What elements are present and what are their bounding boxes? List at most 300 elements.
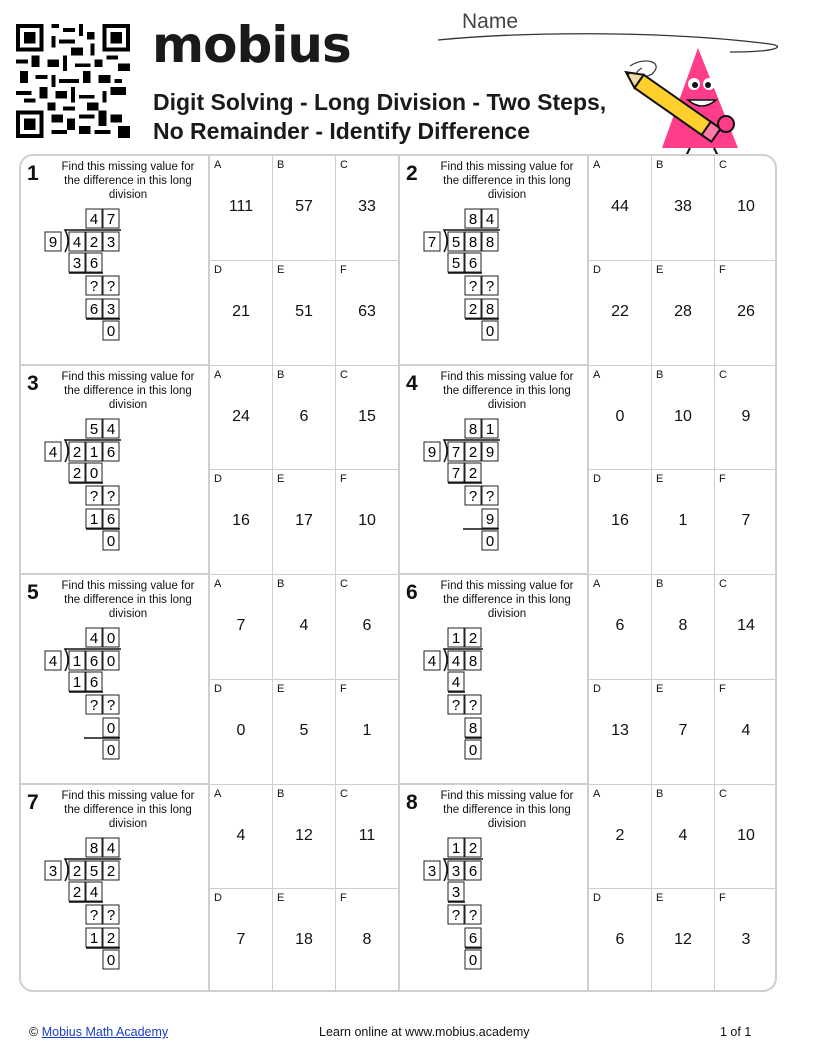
dividend-digit	[86, 232, 102, 251]
answer-option[interactable]	[273, 785, 336, 890]
quotient-digit	[103, 209, 119, 228]
pencil-triangle-mascot	[610, 40, 750, 156]
answer-option[interactable]	[336, 680, 399, 785]
svg-text:6: 6	[106, 510, 116, 528]
svg-text:5: 5	[89, 420, 99, 438]
answer-option[interactable]	[652, 680, 715, 785]
problem-number: 8	[406, 790, 418, 814]
missing-difference-digit	[482, 486, 498, 505]
svg-text:3: 3	[427, 862, 437, 880]
missing-difference-digit	[86, 695, 102, 714]
svg-text:2: 2	[106, 862, 116, 880]
option-letter: C	[719, 159, 727, 171]
option-value: 8	[362, 931, 372, 949]
answer-option[interactable]	[273, 680, 336, 785]
subtrahend-digit	[465, 253, 481, 272]
answer-option[interactable]	[652, 156, 715, 261]
remainder-digit	[103, 321, 119, 340]
answer-option[interactable]	[210, 575, 273, 680]
option-value: 3	[741, 931, 751, 949]
option-value: 10	[674, 407, 692, 425]
answer-option[interactable]	[589, 785, 652, 890]
dividend-digit	[103, 232, 119, 251]
answer-option[interactable]	[273, 470, 336, 575]
option-letter: E	[277, 682, 285, 695]
problem-number: 2	[406, 162, 418, 185]
answer-option[interactable]	[652, 889, 715, 992]
answer-option[interactable]	[589, 575, 652, 680]
svg-text:4: 4	[485, 211, 495, 228]
second-subtrahend-digit	[103, 299, 119, 318]
svg-text:4: 4	[451, 653, 461, 670]
subtrahend-digit	[69, 882, 85, 901]
option-letter: E	[656, 473, 664, 486]
answer-option[interactable]	[589, 889, 652, 992]
svg-text:2: 2	[468, 464, 478, 482]
missing-difference-digit	[482, 276, 498, 295]
option-letter: B	[656, 159, 664, 171]
svg-text:?: ?	[451, 697, 461, 714]
svg-text:4: 4	[106, 839, 116, 857]
answer-option[interactable]	[210, 261, 273, 366]
svg-text:?: ?	[485, 487, 495, 505]
svg-text:0: 0	[485, 323, 495, 340]
option-value: 6	[615, 617, 625, 634]
svg-text:1: 1	[451, 630, 461, 647]
svg-text:9: 9	[427, 443, 437, 461]
answer-option[interactable]	[652, 785, 715, 890]
answer-option[interactable]	[336, 575, 399, 680]
dividend-digit	[448, 232, 464, 251]
option-letter: F	[719, 473, 726, 486]
quotient-digit	[86, 209, 102, 228]
problem-cell	[400, 156, 589, 366]
svg-text:?: ?	[106, 278, 116, 295]
answer-option[interactable]	[273, 366, 336, 471]
svg-text:9: 9	[48, 234, 58, 251]
svg-text:0: 0	[106, 532, 116, 550]
option-value: 63	[358, 302, 376, 320]
svg-text:8: 8	[485, 234, 495, 251]
svg-text:1: 1	[72, 653, 82, 670]
problem-instruction: Find this missing value for the difference in this long division	[440, 580, 574, 620]
answer-option[interactable]	[273, 156, 336, 261]
footer-copyright	[29, 1025, 168, 1039]
svg-text:2: 2	[72, 443, 82, 461]
option-value: 15	[358, 407, 376, 425]
divisor-digit	[424, 232, 440, 251]
quotient-digit	[465, 419, 481, 438]
quotient-digit	[465, 628, 481, 647]
missing-difference-digit	[465, 276, 481, 295]
option-value: 4	[299, 617, 309, 634]
svg-text:0: 0	[106, 720, 116, 737]
option-value: 44	[611, 198, 629, 215]
answer-option[interactable]	[715, 261, 777, 366]
problem-instruction: Find this missing value for the difference in this long division	[61, 580, 195, 620]
answer-option[interactable]	[336, 785, 399, 890]
svg-text:?: ?	[89, 487, 99, 505]
option-value: 0	[236, 721, 246, 739]
svg-text:0: 0	[106, 951, 116, 969]
answer-option[interactable]	[273, 575, 336, 680]
answer-option[interactable]	[715, 366, 777, 471]
page-title	[153, 88, 653, 146]
svg-text:0: 0	[468, 742, 478, 759]
divisor-digit	[424, 442, 440, 461]
option-letter: C	[719, 578, 727, 590]
second-subtrahend-digit	[86, 928, 102, 947]
option-value: 4	[741, 721, 751, 739]
option-value: 21	[232, 302, 250, 320]
svg-text:8: 8	[468, 720, 478, 737]
option-value: 7	[236, 931, 246, 949]
quotient-digit	[465, 209, 481, 228]
svg-text:?: ?	[89, 906, 99, 924]
remainder-digit	[465, 740, 481, 759]
answer-option[interactable]	[210, 680, 273, 785]
name-label: Name	[462, 10, 519, 33]
missing-difference-digit	[465, 905, 481, 924]
answer-option[interactable]	[336, 156, 399, 261]
svg-text:3: 3	[106, 234, 116, 251]
second-subtrahend-digit	[465, 928, 481, 947]
svg-text:1: 1	[72, 674, 82, 691]
problem-cell	[400, 575, 589, 785]
answer-option[interactable]	[715, 470, 777, 575]
option-value: 16	[232, 512, 250, 530]
subtrahend-digit	[465, 463, 481, 482]
option-value: 7	[678, 721, 688, 739]
svg-text:7: 7	[106, 211, 116, 228]
subtrahend-digit	[86, 882, 102, 901]
answer-option[interactable]	[336, 366, 399, 471]
option-value: 9	[741, 407, 751, 425]
svg-text:0: 0	[468, 951, 478, 969]
dividend-digit	[448, 651, 464, 670]
second-subtrahend-digit	[86, 509, 102, 528]
option-value: 111	[228, 198, 254, 215]
svg-text:7: 7	[427, 234, 437, 251]
second-subtrahend-digit	[465, 718, 481, 737]
svg-text:2: 2	[468, 839, 478, 857]
svg-text:2: 2	[89, 234, 99, 251]
problem-cell	[21, 156, 210, 366]
svg-text:4: 4	[427, 653, 437, 670]
problem-number: 7	[27, 790, 39, 814]
quotient-digit	[482, 209, 498, 228]
title-line-1: Digit Solving - Long Division - Two Steps,	[153, 89, 607, 115]
option-value: 0	[615, 407, 625, 425]
missing-difference-digit	[86, 486, 102, 505]
answer-option[interactable]	[652, 575, 715, 680]
option-letter: E	[277, 263, 285, 276]
remainder-digit	[465, 950, 481, 969]
svg-text:?: ?	[485, 278, 495, 295]
svg-text:1: 1	[89, 443, 99, 461]
title-line-2: No Remainder - Identify Difference	[153, 118, 531, 144]
option-letter: B	[277, 578, 285, 590]
remainder-digit	[482, 531, 498, 550]
dividend-digit	[103, 861, 119, 880]
svg-text:?: ?	[89, 278, 99, 295]
svg-text:4: 4	[72, 234, 82, 251]
dividend-digit	[448, 861, 464, 880]
option-value: 10	[358, 512, 376, 530]
problems-grid	[19, 154, 777, 992]
dividend-digit	[69, 651, 85, 670]
answer-option[interactable]	[589, 680, 652, 785]
option-letter: B	[656, 787, 664, 800]
dividend-digit	[103, 442, 119, 461]
option-letter: A	[214, 787, 222, 800]
svg-text:5: 5	[451, 234, 461, 251]
svg-text:6: 6	[89, 653, 99, 670]
answer-option[interactable]	[210, 785, 273, 890]
missing-difference-digit	[86, 905, 102, 924]
copyright-symbol: ©	[29, 1025, 39, 1039]
problem-cell	[21, 366, 210, 576]
dividend-digit	[86, 651, 102, 670]
option-value: 4	[678, 826, 688, 844]
option-value: 10	[737, 826, 755, 844]
dividend-digit	[86, 442, 102, 461]
option-value: 13	[611, 721, 629, 739]
long-division-diagram	[400, 156, 589, 366]
svg-text:4: 4	[89, 211, 99, 228]
option-value: 57	[295, 198, 313, 215]
option-letter: F	[340, 473, 347, 486]
svg-text:8: 8	[468, 234, 478, 251]
dividend-digit	[482, 232, 498, 251]
svg-text:0: 0	[485, 532, 495, 550]
svg-text:6: 6	[468, 929, 478, 947]
answer-option[interactable]	[210, 470, 273, 575]
subtrahend-digit	[69, 463, 85, 482]
option-value: 6	[615, 931, 625, 949]
divisor-digit	[45, 442, 61, 461]
option-value: 10	[737, 198, 755, 215]
subtrahend-digit	[448, 882, 464, 901]
answer-option[interactable]	[652, 261, 715, 366]
svg-text:4: 4	[48, 653, 58, 670]
svg-text:2: 2	[72, 883, 82, 901]
option-letter: B	[656, 578, 664, 590]
svg-text:?: ?	[89, 697, 99, 714]
answer-option[interactable]	[336, 470, 399, 575]
answer-option[interactable]	[715, 889, 777, 992]
subtrahend-digit	[86, 463, 102, 482]
problem-instruction: Find this missing value for the difference in this long division	[440, 370, 574, 411]
svg-text:0: 0	[106, 742, 116, 759]
remainder-digit	[103, 740, 119, 759]
long-division-diagram	[21, 156, 210, 366]
svg-text:3: 3	[451, 862, 461, 880]
answer-option[interactable]	[589, 470, 652, 575]
option-letter: F	[340, 263, 347, 276]
answer-option[interactable]	[589, 366, 652, 471]
page-info: 1 of 1	[720, 1025, 752, 1039]
option-letter: D	[214, 892, 222, 905]
footer-center-text: Learn online at www.mobius.academy	[319, 1025, 530, 1039]
long-division-diagram	[21, 366, 210, 576]
option-value: 18	[295, 931, 313, 949]
dividend-digit	[69, 232, 85, 251]
answer-option[interactable]	[715, 575, 777, 680]
svg-text:8: 8	[89, 839, 99, 857]
long-division-diagram	[400, 575, 589, 785]
problem-cell	[400, 785, 589, 993]
quotient-digit	[448, 628, 464, 647]
svg-text:2: 2	[72, 862, 82, 880]
problem-instruction: Find this missing value for the difference in this long division	[61, 370, 195, 411]
option-letter: B	[656, 368, 664, 381]
option-letter: F	[340, 892, 347, 905]
subtrahend-digit	[86, 253, 102, 272]
svg-text:0: 0	[106, 323, 116, 340]
option-value: 7	[236, 617, 246, 634]
option-letter: C	[340, 787, 348, 800]
option-letter: F	[719, 682, 726, 695]
answer-option[interactable]	[715, 680, 777, 785]
option-letter: C	[340, 578, 348, 590]
svg-text:2: 2	[468, 630, 478, 647]
svg-text:3: 3	[451, 883, 461, 901]
option-letter: E	[656, 892, 664, 905]
option-value: 17	[295, 512, 313, 530]
option-letter: E	[277, 473, 285, 486]
option-letter: D	[214, 263, 222, 276]
option-letter: A	[214, 159, 222, 171]
answer-option[interactable]	[210, 156, 273, 261]
option-letter: E	[656, 682, 664, 695]
option-letter: F	[340, 682, 347, 695]
divisor-digit	[424, 651, 440, 670]
option-value: 1	[678, 512, 688, 530]
answer-option[interactable]	[273, 889, 336, 992]
missing-difference-digit	[103, 486, 119, 505]
dividend-digit	[465, 651, 481, 670]
divisor-digit	[45, 232, 61, 251]
answer-option[interactable]	[589, 156, 652, 261]
option-value: 22	[611, 302, 629, 320]
svg-text:1: 1	[485, 420, 495, 438]
dividend-digit	[448, 442, 464, 461]
missing-difference-digit	[103, 695, 119, 714]
option-letter: D	[593, 682, 601, 695]
svg-text:2: 2	[468, 443, 478, 461]
svg-text:8: 8	[468, 211, 478, 228]
option-letter: E	[656, 263, 664, 276]
svg-text:6: 6	[89, 301, 99, 318]
option-letter: A	[593, 159, 601, 171]
svg-text:1: 1	[89, 510, 99, 528]
divisor-digit	[45, 861, 61, 880]
option-letter: F	[719, 263, 726, 276]
option-value: 6	[299, 407, 309, 425]
subtrahend-digit	[448, 253, 464, 272]
dividend-digit	[465, 861, 481, 880]
svg-text:6: 6	[89, 674, 99, 691]
option-letter: D	[214, 473, 222, 486]
svg-text:6: 6	[468, 255, 478, 272]
quotient-digit	[465, 838, 481, 857]
option-letter: A	[214, 368, 222, 381]
option-value: 51	[295, 302, 313, 320]
problem-number: 1	[27, 162, 39, 185]
remainder-digit	[482, 321, 498, 340]
svg-text:7: 7	[451, 443, 461, 461]
option-letter: E	[277, 892, 285, 905]
dividend-digit	[69, 442, 85, 461]
option-letter: D	[593, 473, 601, 486]
divisor-digit	[45, 651, 61, 670]
dividend-digit	[103, 651, 119, 670]
option-letter: C	[719, 787, 727, 800]
option-value: 14	[737, 617, 755, 634]
svg-text:?: ?	[106, 697, 116, 714]
missing-difference-digit	[103, 905, 119, 924]
option-value: 2	[615, 826, 625, 844]
svg-text:2: 2	[106, 929, 116, 947]
remainder-digit	[103, 950, 119, 969]
problem-cell	[21, 785, 210, 993]
svg-text:1: 1	[451, 839, 461, 857]
svg-text:0: 0	[106, 653, 116, 670]
option-value: 28	[674, 302, 692, 320]
answer-option[interactable]	[273, 261, 336, 366]
option-value: 24	[232, 407, 250, 425]
problem-instruction: Find this missing value for the difference in this long division	[440, 789, 574, 830]
second-subtrahend-digit	[103, 928, 119, 947]
svg-text:4: 4	[89, 630, 99, 647]
answer-option[interactable]	[336, 889, 399, 992]
long-division-diagram	[21, 785, 210, 993]
svg-text:?: ?	[106, 906, 116, 924]
long-division-diagram	[400, 785, 589, 993]
answer-option[interactable]	[652, 366, 715, 471]
answer-option[interactable]	[210, 889, 273, 992]
problem-number: 5	[27, 581, 39, 604]
answer-option[interactable]	[589, 261, 652, 366]
quotient-digit	[86, 838, 102, 857]
mobius-academy-link[interactable]: Mobius Math Academy	[41, 1025, 169, 1039]
answer-option[interactable]	[715, 785, 777, 890]
svg-text:?: ?	[106, 487, 116, 505]
svg-text:?: ?	[468, 487, 478, 505]
answer-option[interactable]	[210, 366, 273, 471]
answer-option[interactable]	[336, 261, 399, 366]
svg-text:7: 7	[451, 464, 461, 482]
column-divider	[398, 156, 400, 990]
option-value: 33	[358, 198, 376, 215]
svg-text:8: 8	[468, 653, 478, 670]
option-value: 7	[741, 512, 751, 530]
svg-text:2: 2	[468, 301, 478, 318]
quotient-digit	[103, 838, 119, 857]
second-subtrahend-digit	[482, 299, 498, 318]
option-value: 26	[737, 302, 755, 320]
option-value: 38	[674, 198, 692, 215]
problem-number: 6	[406, 581, 418, 604]
answer-option[interactable]	[652, 470, 715, 575]
dividend-digit	[482, 442, 498, 461]
problem-cell	[21, 575, 210, 785]
option-value: 5	[299, 721, 309, 739]
answer-option[interactable]	[715, 156, 777, 261]
option-letter: B	[277, 159, 285, 171]
problem-instruction: Find this missing value for the difference in this long division	[440, 161, 574, 201]
